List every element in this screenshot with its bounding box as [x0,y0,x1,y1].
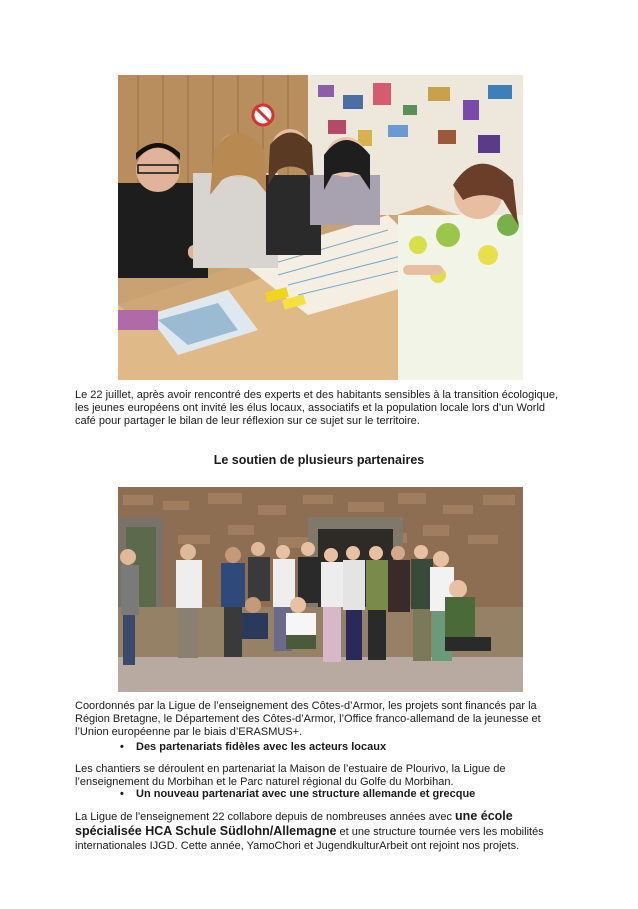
paragraph-text: et une structure tournée vers les mobilités internationales IJGD. Cette année, YamoChori et JugendkulturArbeit ont rejoint nos projets. [75,826,544,852]
paragraph-funding: Coordonnés par la Ligue de l’enseignement des Côtes-d’Armor, les projets sont financés par la Région Bretagne, le Département des Côtes-d’Armor, l’Office franco-allemand de la jeunesse et l’Union européenne par le biais d’ERASMUS+. [75,700,541,738]
emphasized-school-name: une école spécialisée HCA Schule Südlohn/Allemagne [75,809,513,838]
paragraph-text: La Ligue de l'enseignement 22 collabore depuis de nombreuses années avec [75,811,456,823]
bullet-item-new-partnership [120,788,475,801]
section-heading-partners: Le soutien de plusieurs partenaires [213,453,425,467]
caption-world-cafe: Le 22 juillet, après avoir rencontré des experts et des habitants sensibles à la transition écologique, les jeunes européens ont invité les élus locaux, associatifs et la population locale lors d’un World café pour partager le bilan de leur réflexion sur ce sujet sur le territoire. [75,389,559,427]
paragraph-collaboration [75,809,565,853]
bullet-text: Un nouveau partenariat avec une structure allemande et grecque [136,788,476,800]
bullet-marker: • [120,741,124,753]
bullet-item-local-partners [120,741,386,754]
paragraph-worksites: Les chantiers se déroulent en partenariat la Maison de l’estuaire de Plourivo, la Ligue de l’enseignement du Morbihan et le Parc naturel régional du Golfe du Morbihan. [75,763,506,788]
photo-group [118,487,523,692]
photo-group-image [118,487,523,692]
bullet-text: Des partenariats fidèles avec les acteurs locaux [136,741,387,753]
photo-workshop-image [118,75,523,380]
photo-workshop [118,75,523,380]
bullet-marker: • [120,788,124,800]
